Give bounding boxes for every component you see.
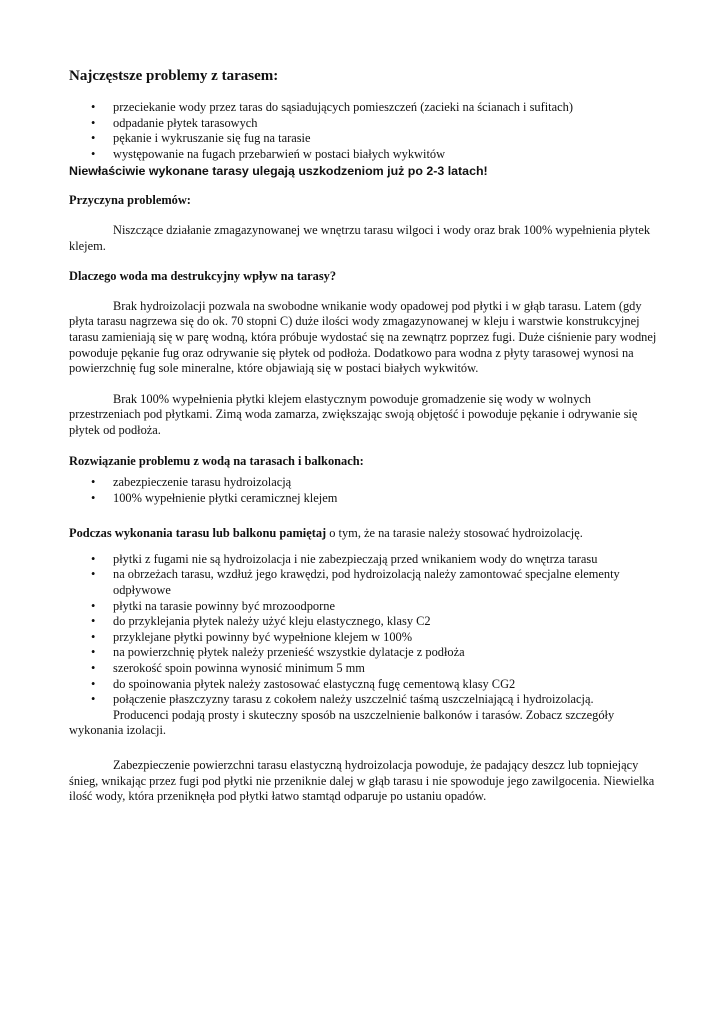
why-heading: Dlaczego woda ma destrukcyjny wpływ na tarasy? bbox=[69, 269, 337, 284]
tips-list bbox=[69, 552, 659, 708]
list-item: • zabezpieczenie tarasu hydroizolacją bbox=[69, 475, 659, 491]
list-item: • 100% wypełnienie płytki ceramicznej klejem bbox=[69, 491, 659, 507]
list-item: • na powierzchnię płytek należy przenieść wszystkie dylatacje z podłoża bbox=[69, 645, 659, 661]
solutions-list bbox=[69, 475, 659, 506]
document-page bbox=[69, 66, 659, 820]
final-paragraph: Zabezpieczenie powierzchni tarasu elastyczną hydroizolacja powoduje, że padający deszcz lub topniejący śnieg, wnikając przez fugi pod płytki nie przeniknie dalej w głąb tarasu i nie spowoduje jego zawilgocenia. Niewielka ilość wody, która przeniknęła pod płytki łatwo stamtąd odparuje po ustaniu opadów. bbox=[69, 758, 655, 804]
remember-bold: Podczas wykonania tarasu lub balkonu pamiętaj bbox=[69, 526, 327, 541]
list-item: • na obrzeżach tarasu, wzdłuż jego krawędzi, pod hydroizolacją należy zamontować specjalne elementy odpływowe bbox=[69, 567, 659, 598]
remember-rest: o tym, że na tarasie należy stosować hydroizolację. bbox=[326, 526, 583, 541]
list-item: • do spoinowania płytek należy zastosować elastyczną fugę cementową klasy CG2 bbox=[69, 677, 659, 693]
page-title: Najczęstsze problemy z tarasem: bbox=[69, 68, 279, 84]
list-item: • występowanie na fugach przebarwień w postaci białych wykwitów bbox=[69, 147, 659, 163]
list-item: • przyklejane płytki powinny być wypełnione klejem w 100% bbox=[69, 630, 659, 646]
list-item: • pękanie i wykruszanie się fug na tarasie bbox=[69, 131, 659, 147]
remember-line bbox=[69, 526, 659, 542]
warning-heading: Niewłaściwie wykonane tarasy ulegają uszkodzeniom już po 2-3 latach! bbox=[69, 164, 488, 179]
list-item: • płytki z fugami nie są hydroizolacja i nie zabezpieczają przed wnikaniem wody do wnętrza tarasu bbox=[69, 552, 659, 568]
list-item: • połączenie płaszczyzny tarasu z cokołem należy uszczelnić taśmą uszczelniającą i hydroizolacją. bbox=[69, 692, 659, 708]
list-item: • szerokość spoin powinna wynosić minimum 5 mm bbox=[69, 661, 659, 677]
solution-heading: Rozwiązanie problemu z wodą na tarasach i balkonach: bbox=[69, 453, 364, 468]
list-item: • do przyklejania płytek należy użyć kleju elastycznego, klasy C2 bbox=[69, 614, 659, 630]
problems-list bbox=[69, 100, 659, 162]
producers-paragraph: Producenci podają prosty i skuteczny sposób na uszczelnienie balkonów i tarasów. Zobacz szczegóły wykonania izolacji. bbox=[69, 707, 615, 738]
why-paragraph-2: Brak 100% wypełnienia płytki klejem elastycznym powoduje gromadzenie się wody w wolnych przestrzeniach pod płytkami. Zimą woda zamarza, zwiększając swoją objętość i powoduje pękanie i odrywanie się płytek od podłoża. bbox=[69, 391, 638, 437]
list-item: • odpadanie płytek tarasowych bbox=[69, 116, 659, 132]
cause-heading: Przyczyna problemów: bbox=[69, 193, 191, 208]
list-item: • przeciekanie wody przez taras do sąsiadujących pomieszczeń (zacieki na ścianach i sufitach) bbox=[69, 100, 659, 116]
cause-paragraph: Niszczące działanie zmagazynowanej we wnętrzu tarasu wilgoci i wody oraz brak 100% wypełnienia płytek klejem. bbox=[69, 222, 651, 253]
list-item: • płytki na tarasie powinny być mrozoodporne bbox=[69, 599, 659, 615]
why-paragraph-1: Brak hydroizolacji pozwala na swobodne wnikanie wody opadowej pod płytki i w głąb tarasu. Latem (gdy płyta tarasu nagrzewa się do ok. 70 stopni C) duże ilości wody zmagazynowanej w kleju i warstwie konstrukcyjnej tarasu zamieniają się w parę wodną, która próbuje wydostać się na zewnątrz poprzez fugi. Duże ciśnienie pary wodnej powoduje pękanie fug oraz odrywanie się płytek od podłoża. Dodatkowo para wodna z płyty tarasowej wynosi na powierzchnię fug sole mineralne, które objawiają się w postaci białych wykwitów. bbox=[69, 298, 657, 376]
